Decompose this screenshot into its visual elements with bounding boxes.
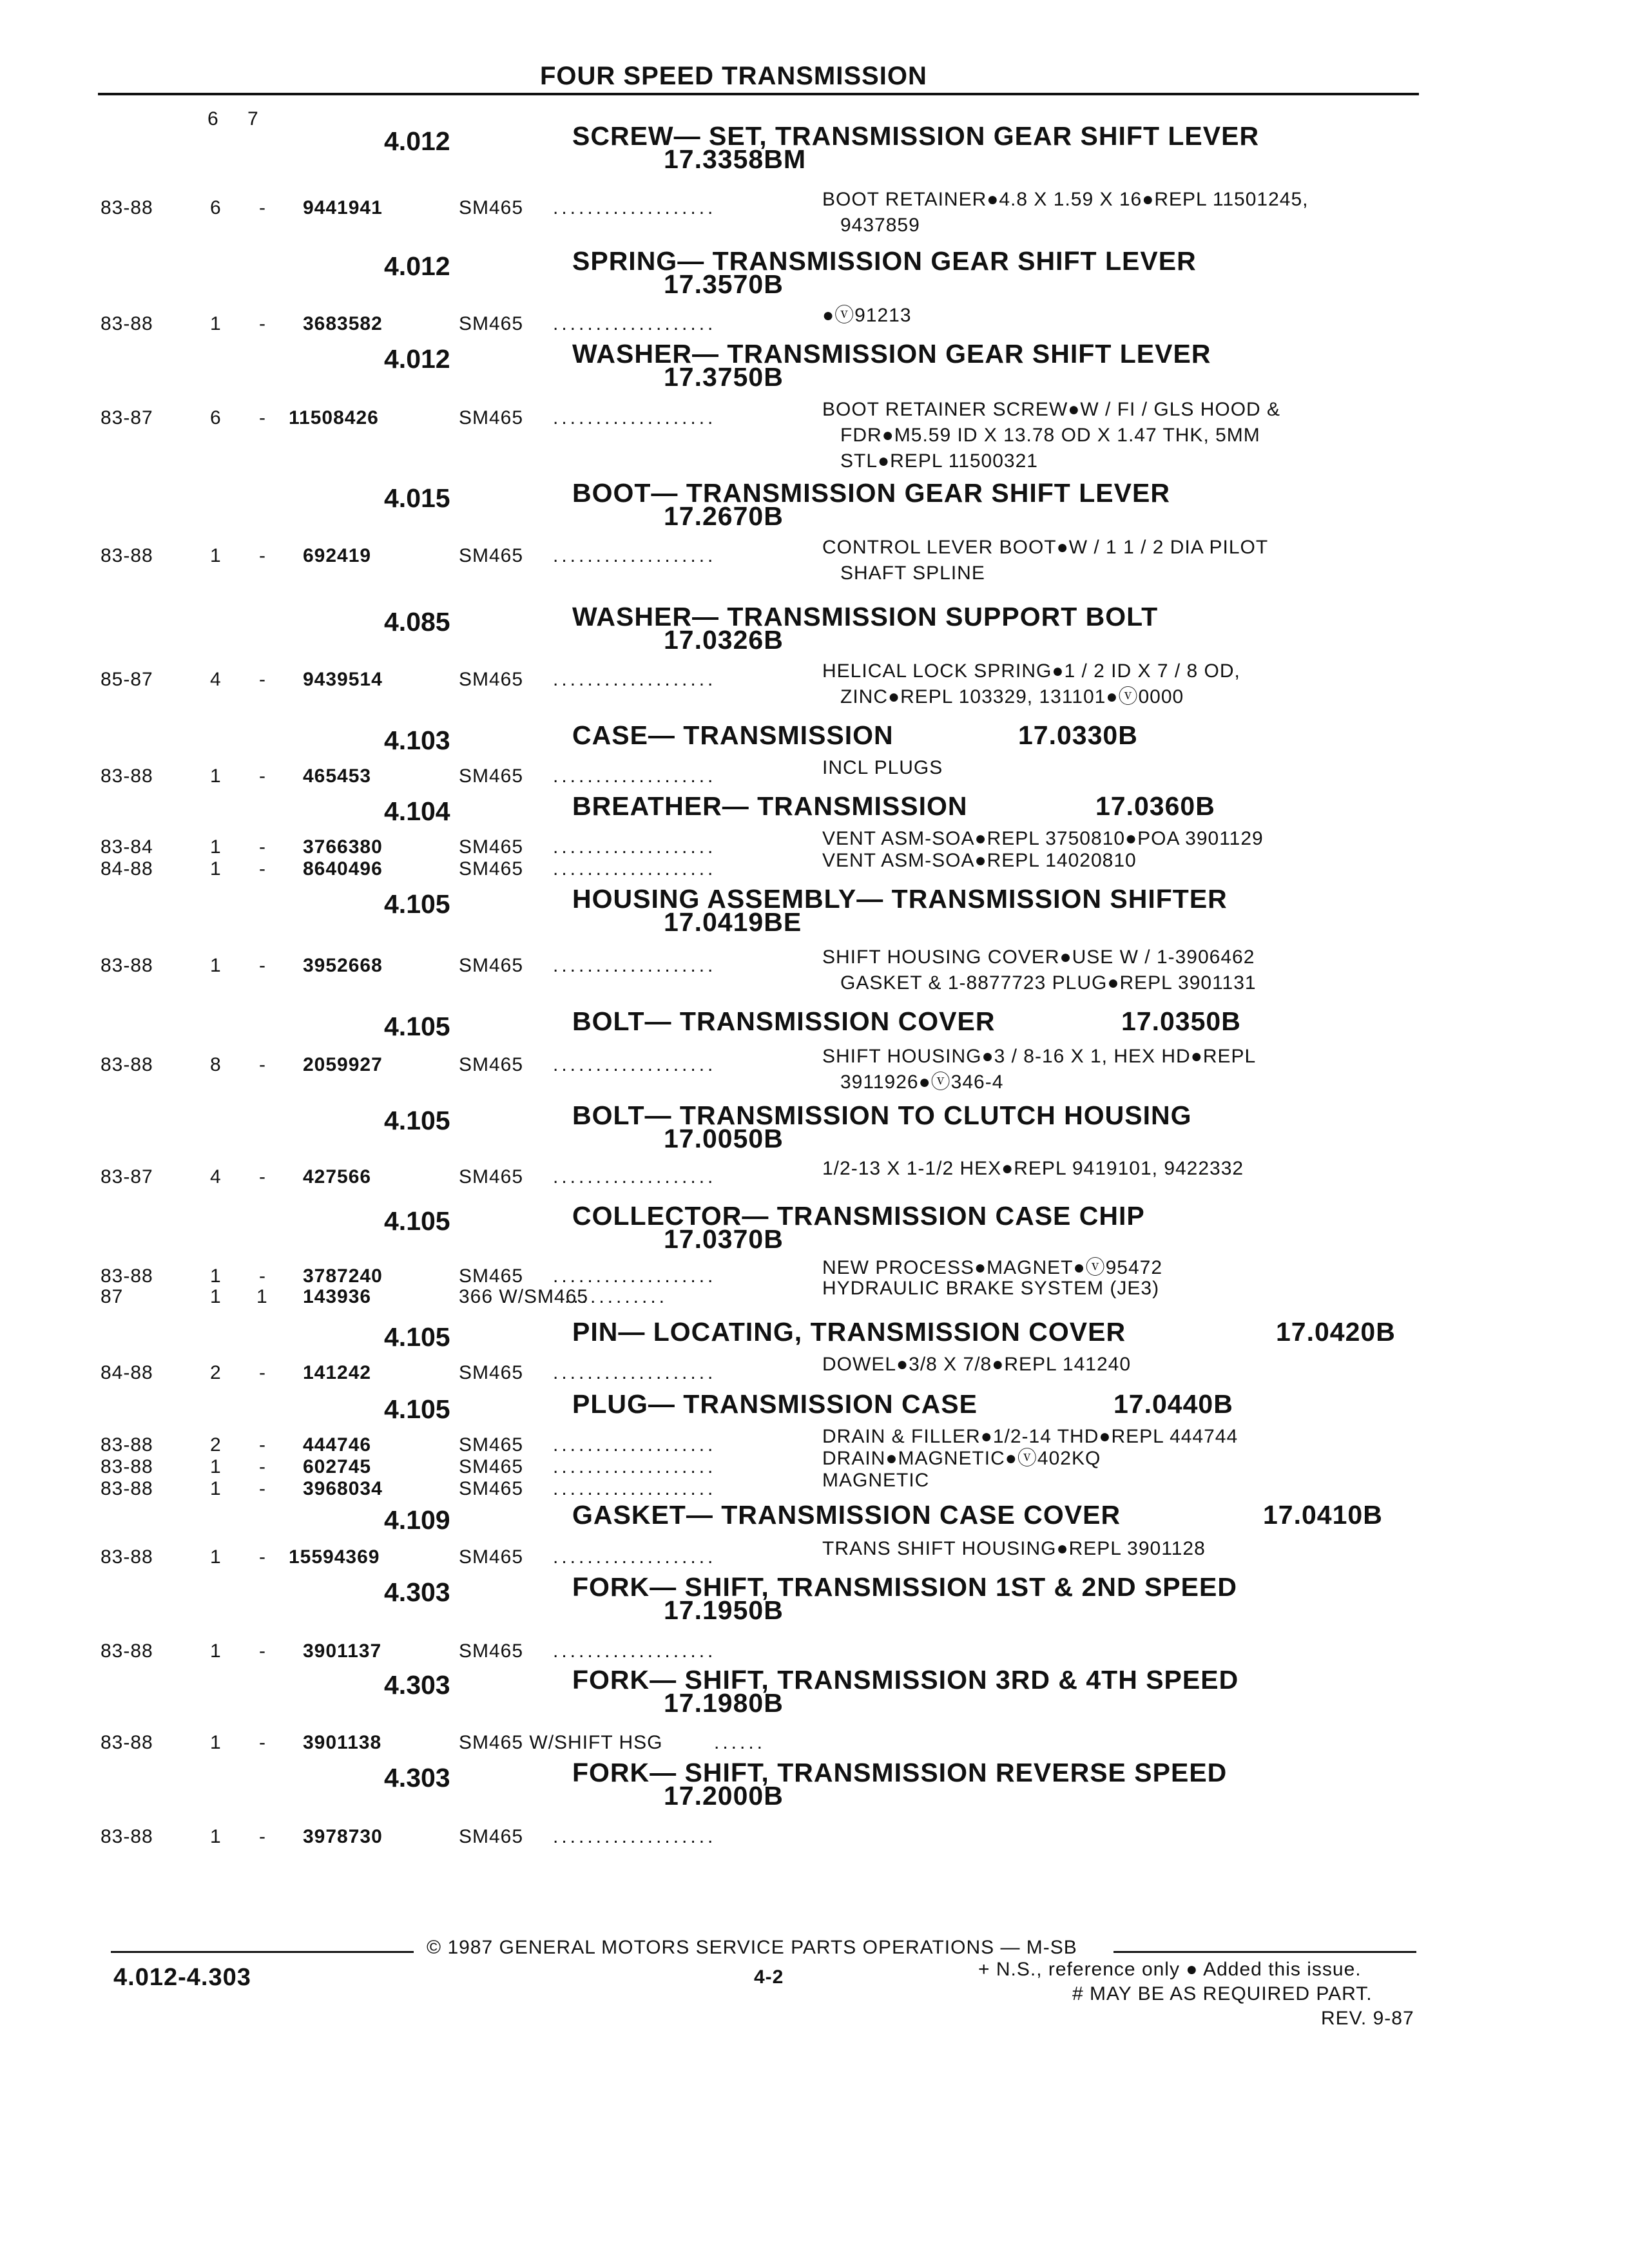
- part-years: 83-88: [101, 1054, 153, 1075]
- part-quantity: 1: [210, 1546, 222, 1568]
- leader-dots: ...................: [553, 1054, 717, 1075]
- part-number: 9439514: [303, 669, 383, 690]
- section-reference: 17.3358BM: [664, 144, 806, 174]
- footer-revision: REV. 9-87: [1321, 2008, 1414, 2029]
- part-quantity: 1: [210, 1732, 222, 1753]
- leader-dots: ...................: [553, 313, 717, 334]
- part-div: -: [259, 1640, 266, 1662]
- part-description: BOOT RETAINER SCREW●W / FI / GLS HOOD &: [822, 399, 1281, 420]
- section-reference: 17.3750B: [664, 362, 784, 392]
- leader-dots: ...................: [553, 1546, 717, 1568]
- section-reference: 17.3570B: [664, 269, 784, 299]
- part-row: [101, 1278, 1422, 1309]
- part-number: 3901137: [303, 1640, 382, 1662]
- leader-dots: ...................: [553, 858, 717, 879]
- part-div: -: [259, 407, 266, 428]
- section-code: 4.012: [384, 126, 450, 156]
- leader-dots: ...................: [553, 1456, 717, 1477]
- part-row: [101, 1732, 1422, 1755]
- part-quantity: 1: [210, 1478, 222, 1499]
- part-number: 602745: [303, 1456, 372, 1477]
- part-row: [101, 660, 1422, 707]
- section-code: 4.103: [384, 726, 450, 755]
- part-description: DRAIN & FILLER●1/2-14 THD●REPL 444744: [822, 1426, 1239, 1447]
- part-row: [101, 1158, 1422, 1189]
- part-row: [101, 1448, 1422, 1479]
- part-row: [101, 947, 1422, 994]
- section-title: BREATHER— TRANSMISSION: [572, 791, 968, 821]
- part-quantity: 2: [210, 1362, 222, 1383]
- part-number: 427566: [303, 1166, 372, 1187]
- part-quantity: 1: [210, 955, 222, 976]
- part-row: [101, 850, 1422, 881]
- part-number: 3901138: [303, 1732, 382, 1753]
- section-title: CASE— TRANSMISSION: [572, 720, 894, 750]
- section-reference: 17.0360B: [1095, 791, 1215, 821]
- section-title: BOLT— TRANSMISSION TO CLUTCH HOUSING: [572, 1100, 1192, 1130]
- column-header-div: 7: [247, 108, 258, 130]
- part-model: SM465: [459, 1478, 524, 1499]
- part-description: TRANS SHIFT HOUSING●REPL 3901128: [822, 1538, 1206, 1559]
- part-number: 11508426: [289, 407, 379, 428]
- part-description-cont: FDR●M5.59 ID X 13.78 OD X 1.47 THK, 5MM: [840, 425, 1260, 446]
- part-div: -: [259, 1054, 266, 1075]
- part-years: 83-88: [101, 313, 153, 334]
- part-years: 83-84: [101, 836, 153, 858]
- part-description: VENT ASM-SOA●REPL 14020810: [822, 850, 1137, 871]
- section-reference: 17.0050B: [664, 1124, 784, 1153]
- part-row: [101, 1470, 1422, 1501]
- part-div: -: [259, 1265, 266, 1287]
- part-number: 15594369: [289, 1546, 380, 1568]
- part-description: 1/2-13 X 1-1/2 HEX●REPL 9419101, 9422332: [822, 1158, 1244, 1179]
- part-description: SHIFT HOUSING●3 / 8-16 X 1, HEX HD●REPL: [822, 1046, 1257, 1067]
- section-code: 4.105: [384, 1394, 450, 1424]
- part-quantity: 1: [210, 1265, 222, 1287]
- part-quantity: 1: [210, 765, 222, 787]
- leader-dots: ...................: [553, 669, 717, 690]
- part-description: VENT ASM-SOA●REPL 3750810●POA 3901129: [822, 828, 1264, 849]
- part-quantity: 1: [210, 545, 222, 566]
- part-description: NEW PROCESS●MAGNET●ⓥ95472: [822, 1257, 1163, 1278]
- section-code: 4.012: [384, 251, 450, 281]
- part-row: [101, 757, 1422, 789]
- footer-copyright: © 1987 GENERAL MOTORS SERVICE PARTS OPERATIONS — M-SB: [427, 1937, 1077, 1958]
- part-quantity: 6: [210, 197, 222, 218]
- part-quantity: 1: [210, 1286, 222, 1307]
- part-number: 8640496: [303, 858, 383, 879]
- part-quantity: 2: [210, 1434, 222, 1456]
- part-description: BOOT RETAINER●4.8 X 1.59 X 16●REPL 11501245,: [822, 189, 1309, 210]
- section-title: GASKET— TRANSMISSION CASE COVER: [572, 1500, 1121, 1530]
- part-quantity: 1: [210, 1640, 222, 1662]
- footer-page-number: 4-2: [754, 1966, 784, 1988]
- part-row: [101, 1826, 1422, 1849]
- part-row: [101, 537, 1422, 584]
- section-title: SPRING— TRANSMISSION GEAR SHIFT LEVER: [572, 246, 1197, 276]
- part-model: SM465: [459, 858, 524, 879]
- part-model: SM465: [459, 1166, 524, 1187]
- section-code: 4.109: [384, 1505, 450, 1535]
- part-years: 83-88: [101, 1478, 153, 1499]
- part-model: SM465: [459, 407, 524, 428]
- part-years: 83-88: [101, 1434, 153, 1456]
- part-description-cont: 9437859: [840, 215, 920, 236]
- part-description: HELICAL LOCK SPRING●1 / 2 ID X 7 / 8 OD,: [822, 660, 1240, 682]
- section-title: FORK— SHIFT, TRANSMISSION 1ST & 2ND SPEED: [572, 1572, 1237, 1602]
- part-model: SM465 W/SHIFT HSG: [459, 1732, 663, 1753]
- section-code: 4.012: [384, 344, 450, 374]
- part-quantity: 6: [210, 407, 222, 428]
- part-model: SM465: [459, 1265, 524, 1287]
- part-years: 83-88: [101, 1826, 153, 1847]
- footer-note-required: # MAY BE AS REQUIRED PART.: [1072, 1983, 1373, 2004]
- section-reference: 17.0410B: [1263, 1500, 1383, 1530]
- section-title: BOLT— TRANSMISSION COVER: [572, 1006, 996, 1036]
- section-title: PIN— LOCATING, TRANSMISSION COVER: [572, 1317, 1126, 1347]
- footer-note-ns: + N.S., reference only ● Added this issue.: [978, 1959, 1362, 1980]
- part-quantity: 8: [210, 1054, 222, 1075]
- section-reference: 17.2000B: [664, 1781, 784, 1811]
- part-row: [101, 1354, 1422, 1385]
- part-div: -: [259, 1478, 266, 1499]
- part-div: -: [259, 955, 266, 976]
- part-years: 83-88: [101, 955, 153, 976]
- part-description: CONTROL LEVER BOOT●W / 1 1 / 2 DIA PILOT: [822, 537, 1269, 558]
- part-years: 83-88: [101, 197, 153, 218]
- part-description: ●ⓥ91213: [822, 305, 912, 326]
- leader-dots: ...................: [553, 197, 717, 218]
- part-div: -: [259, 1166, 266, 1187]
- section-title: WASHER— TRANSMISSION SUPPORT BOLT: [572, 602, 1159, 631]
- section-reference: 17.0370B: [664, 1224, 784, 1254]
- part-years: 83-88: [101, 1456, 153, 1477]
- part-div: -: [259, 765, 266, 787]
- part-years: 84-88: [101, 1362, 153, 1383]
- part-row: [101, 1640, 1422, 1664]
- part-row: [101, 1046, 1422, 1093]
- leader-dots: ...................: [553, 955, 717, 976]
- leader-dots: ...................: [553, 1166, 717, 1187]
- part-model: SM465: [459, 1640, 524, 1662]
- section-title: HOUSING ASSEMBLY— TRANSMISSION SHIFTER: [572, 884, 1228, 914]
- part-model: SM465: [459, 1434, 524, 1456]
- section-title: WASHER— TRANSMISSION GEAR SHIFT LEVER: [572, 339, 1211, 369]
- column-header-qty: 6: [207, 108, 218, 130]
- part-model: SM465: [459, 1054, 524, 1075]
- part-description-cont: GASKET & 1-8877723 PLUG●REPL 3901131: [840, 972, 1257, 994]
- section-reference: 17.1950B: [664, 1595, 784, 1625]
- part-number: 465453: [303, 765, 372, 787]
- part-div: -: [259, 545, 266, 566]
- part-model: 366 W/SM465: [459, 1286, 589, 1307]
- section-code: 4.105: [384, 1012, 450, 1041]
- section-title: SCREW— SET, TRANSMISSION GEAR SHIFT LEVER: [572, 121, 1260, 151]
- leader-dots: ...................: [553, 1265, 717, 1287]
- part-description-cont: STL●REPL 11500321: [840, 450, 1038, 472]
- part-div: -: [259, 1546, 266, 1568]
- part-description: DRAIN●MAGNETIC●ⓥ402KQ: [822, 1448, 1101, 1469]
- footer-rule-left: [111, 1951, 414, 1953]
- part-number: 3683582: [303, 313, 383, 334]
- part-years: 83-87: [101, 407, 153, 428]
- section-reference: 17.0440B: [1113, 1389, 1233, 1419]
- leader-dots: ...................: [553, 765, 717, 787]
- section-code: 4.105: [384, 1322, 450, 1352]
- section-code: 4.104: [384, 796, 450, 826]
- leader-dots: ...................: [553, 1640, 717, 1662]
- part-number: 3787240: [303, 1265, 383, 1287]
- leader-dots: ...................: [553, 545, 717, 566]
- part-description: DOWEL●3/8 X 7/8●REPL 141240: [822, 1354, 1132, 1375]
- part-row: [101, 305, 1422, 336]
- section-code: 4.105: [384, 1206, 450, 1236]
- part-quantity: 1: [210, 1456, 222, 1477]
- part-number: 2059927: [303, 1054, 383, 1075]
- section-code: 4.015: [384, 483, 450, 513]
- section-code: 4.303: [384, 1670, 450, 1700]
- leader-dots: ...................: [553, 1434, 717, 1456]
- part-number: 3952668: [303, 955, 383, 976]
- section-title: COLLECTOR— TRANSMISSION CASE CHIP: [572, 1201, 1145, 1231]
- page-title: FOUR SPEED TRANSMISSION: [540, 62, 927, 90]
- part-div: -: [259, 1362, 266, 1383]
- section-title: PLUG— TRANSMISSION CASE: [572, 1389, 978, 1419]
- part-years: 83-88: [101, 545, 153, 566]
- part-years: 85-87: [101, 669, 153, 690]
- part-description: HYDRAULIC BRAKE SYSTEM (JE3): [822, 1278, 1160, 1299]
- part-div: -: [259, 858, 266, 879]
- part-div: 1: [256, 1286, 268, 1307]
- part-model: SM465: [459, 1826, 524, 1847]
- section-reference: 17.0420B: [1276, 1317, 1396, 1347]
- part-number: 692419: [303, 545, 372, 566]
- part-years: 83-88: [101, 1265, 153, 1287]
- part-description-cont: SHAFT SPLINE: [840, 562, 985, 584]
- section-code: 4.105: [384, 1106, 450, 1135]
- section-reference: 17.0350B: [1121, 1006, 1241, 1036]
- leader-dots: ............: [564, 1286, 668, 1307]
- part-years: 83-88: [101, 1546, 153, 1568]
- part-model: SM465: [459, 765, 524, 787]
- part-years: 83-88: [101, 765, 153, 787]
- part-div: -: [259, 669, 266, 690]
- part-model: SM465: [459, 955, 524, 976]
- part-number: 444746: [303, 1434, 372, 1456]
- part-quantity: 4: [210, 669, 222, 690]
- part-model: SM465: [459, 1456, 524, 1477]
- part-div: -: [259, 1456, 266, 1477]
- part-model: SM465: [459, 836, 524, 858]
- part-quantity: 1: [210, 1826, 222, 1847]
- part-number: 3978730: [303, 1826, 383, 1847]
- part-description-cont: 3911926●ⓥ346-4: [840, 1072, 1004, 1093]
- part-row: [101, 828, 1422, 860]
- part-row: [101, 399, 1422, 472]
- part-number: 9441941: [303, 197, 383, 218]
- section-reference: 17.0330B: [1018, 720, 1138, 750]
- part-model: SM465: [459, 1362, 524, 1383]
- part-model: SM465: [459, 669, 524, 690]
- part-number: 141242: [303, 1362, 372, 1383]
- section-reference: 17.2670B: [664, 501, 784, 531]
- part-description-cont: ZINC●REPL 103329, 131101●ⓥ0000: [840, 686, 1184, 707]
- part-div: -: [259, 836, 266, 858]
- part-div: -: [259, 313, 266, 334]
- part-description: INCL PLUGS: [822, 757, 943, 778]
- part-model: SM465: [459, 545, 524, 566]
- section-reference: 17.0326B: [664, 625, 784, 655]
- part-div: -: [259, 1434, 266, 1456]
- part-number: 3968034: [303, 1478, 383, 1499]
- part-row: [101, 189, 1422, 236]
- section-title: BOOT— TRANSMISSION GEAR SHIFT LEVER: [572, 478, 1170, 508]
- leader-dots: ...................: [553, 1826, 717, 1847]
- footer-rule-right: [1113, 1951, 1416, 1953]
- leader-dots: ...................: [553, 1478, 717, 1499]
- part-model: SM465: [459, 313, 524, 334]
- section-code: 4.303: [384, 1577, 450, 1607]
- leader-dots: ...................: [553, 1362, 717, 1383]
- section-title: FORK— SHIFT, TRANSMISSION REVERSE SPEED: [572, 1758, 1228, 1787]
- part-quantity: 1: [210, 858, 222, 879]
- part-row: [101, 1538, 1422, 1570]
- section-reference: 17.1980B: [664, 1688, 784, 1718]
- part-years: 83-87: [101, 1166, 153, 1187]
- part-number: 143936: [303, 1286, 372, 1307]
- section-title: FORK— SHIFT, TRANSMISSION 3RD & 4TH SPEED: [572, 1665, 1239, 1695]
- section-code: 4.303: [384, 1763, 450, 1792]
- part-div: -: [259, 1732, 266, 1753]
- part-div: -: [259, 197, 266, 218]
- part-model: SM465: [459, 1546, 524, 1568]
- part-years: 83-88: [101, 1640, 153, 1662]
- part-quantity: 1: [210, 836, 222, 858]
- footer-page-range: 4.012-4.303: [113, 1964, 251, 1991]
- part-years: 84-88: [101, 858, 153, 879]
- leader-dots: ...................: [553, 407, 717, 428]
- section-code: 4.105: [384, 889, 450, 919]
- part-quantity: 1: [210, 313, 222, 334]
- part-years: 87: [101, 1286, 124, 1307]
- part-number: 3766380: [303, 836, 383, 858]
- part-row: [101, 1257, 1422, 1289]
- part-years: 83-88: [101, 1732, 153, 1753]
- part-row: [101, 1426, 1422, 1457]
- header-rule: [98, 93, 1419, 95]
- leader-dots: ...................: [553, 836, 717, 858]
- leader-dots: ......: [714, 1732, 766, 1753]
- part-quantity: 4: [210, 1166, 222, 1187]
- section-code: 4.085: [384, 607, 450, 637]
- part-model: SM465: [459, 197, 524, 218]
- part-div: -: [259, 1826, 266, 1847]
- part-description: SHIFT HOUSING COVER●USE W / 1-3906462: [822, 947, 1255, 968]
- part-description: MAGNETIC: [822, 1470, 930, 1491]
- section-reference: 17.0419BE: [664, 907, 802, 937]
